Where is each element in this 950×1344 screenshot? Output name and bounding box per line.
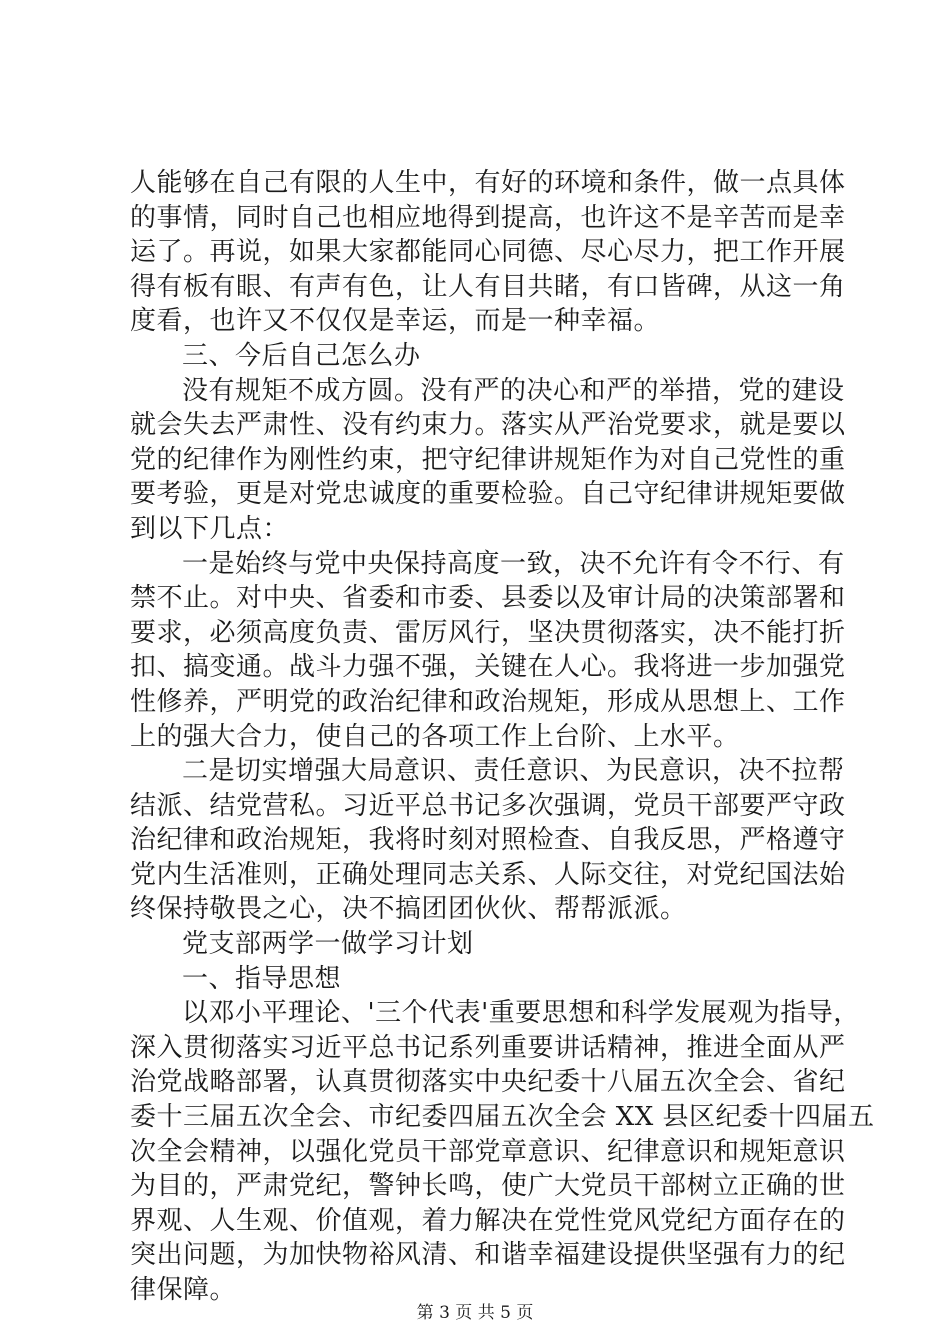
- text-line: 就会失去严肃性、没有约束力。落实从严治党要求，就是要以: [130, 410, 846, 441]
- text-line: 一、指导思想: [182, 963, 342, 994]
- text-line: 人能够在自己有限的人生中，有好的环境和条件，做一点具体: [130, 168, 846, 198]
- text-line: 结派、结党营私。习近平总书记多次强调，党员干部要严守政: [130, 790, 846, 821]
- text-line: 没有规矩不成方圆。没有严的决心和严的举措，党的建设: [182, 375, 845, 406]
- text-line: 党内生活准则，正确处理同志关系、人际交往，对党纪国法始: [130, 859, 846, 890]
- text-line: 运了。再说，如果大家都能同心同德、尽心尽力，把工作开展: [130, 237, 846, 268]
- text-line: 次全会精神，以强化党员干部党章意识、纪律意识和规矩意识: [130, 1136, 846, 1167]
- text-line: 突出问题，为加快物裕风清、和谐幸福建设提供坚强有力的纪: [130, 1240, 846, 1271]
- text-line: 的事情，同时自己也相应地得到提高，也许这不是辛苦而是幸: [130, 202, 846, 233]
- document-body: [130, 166, 875, 1308]
- text-line: 二是切实增强大局意识、责任意识、为民意识，决不拉帮: [182, 756, 845, 787]
- text-line: 扣、搞变通。战斗力强不强，关键在人心。我将进一步加强党: [130, 652, 846, 683]
- text-line: 要考验，更是对党忠诚度的重要检验。自己守纪律讲规矩要做: [130, 479, 846, 510]
- text-line: 以邓小平理论、'三个代表'重要思想和科学发展观为指导，: [182, 998, 860, 1029]
- page-number-footer: 第 3 页 共 5 页: [416, 1303, 534, 1323]
- text-line: 界观、人生观、价值观，着力解决在党性党风党纪方面存在的: [130, 1205, 846, 1236]
- text-line: 治党战略部署，认真贯彻落实中央纪委十八届五次全会、省纪: [130, 1067, 846, 1098]
- text-line: 得有板有眼、有声有色，让人有目共睹，有口皆碑，从这一角: [130, 271, 846, 302]
- text-line: 性修养，严明党的政治纪律和政治规矩，形成从思想上、工作: [130, 686, 846, 717]
- text-line: 要求，必须高度负责、雷厉风行，坚决贯彻落实，决不能打折: [130, 617, 846, 648]
- text-line: 终保持敬畏之心，决不搞团团伙伙、帮帮派派。: [130, 894, 687, 925]
- text-line: 律保障。: [130, 1275, 237, 1305]
- text-line: 深入贯彻落实习近平总书记系列重要讲话精神，推进全面从严: [130, 1032, 846, 1063]
- text-line: 为目的，严肃党纪，警钟长鸣，使广大党员干部树立正确的世: [130, 1171, 846, 1202]
- text-line: 禁不止。对中央、省委和市委、县委以及审计局的决策部署和: [130, 583, 846, 614]
- text-line: 三、今后自己怎么办: [182, 340, 421, 371]
- text-line: 委十三届五次全会、市纪委四届五次全会 XX 县区纪委十四届五: [130, 1102, 875, 1133]
- text-line: 党的纪律作为刚性约束，把守纪律讲规矩作为对自己党性的重: [130, 444, 846, 475]
- text-line: 上的强大合力，使自己的各项工作上台阶、上水平。: [130, 721, 740, 752]
- text-line: 度看，也许又不仅仅是幸运，而是一种幸福。: [130, 306, 661, 337]
- text-line: 党支部两学一做学习计划: [182, 929, 474, 960]
- text-line: 到以下几点：: [130, 513, 290, 544]
- text-line: 治纪律和政治规矩，我将时刻对照检查、自我反思，严格遵守: [130, 825, 846, 856]
- text-line: 一是始终与党中央保持高度一致，决不允许有令不行、有: [182, 548, 845, 579]
